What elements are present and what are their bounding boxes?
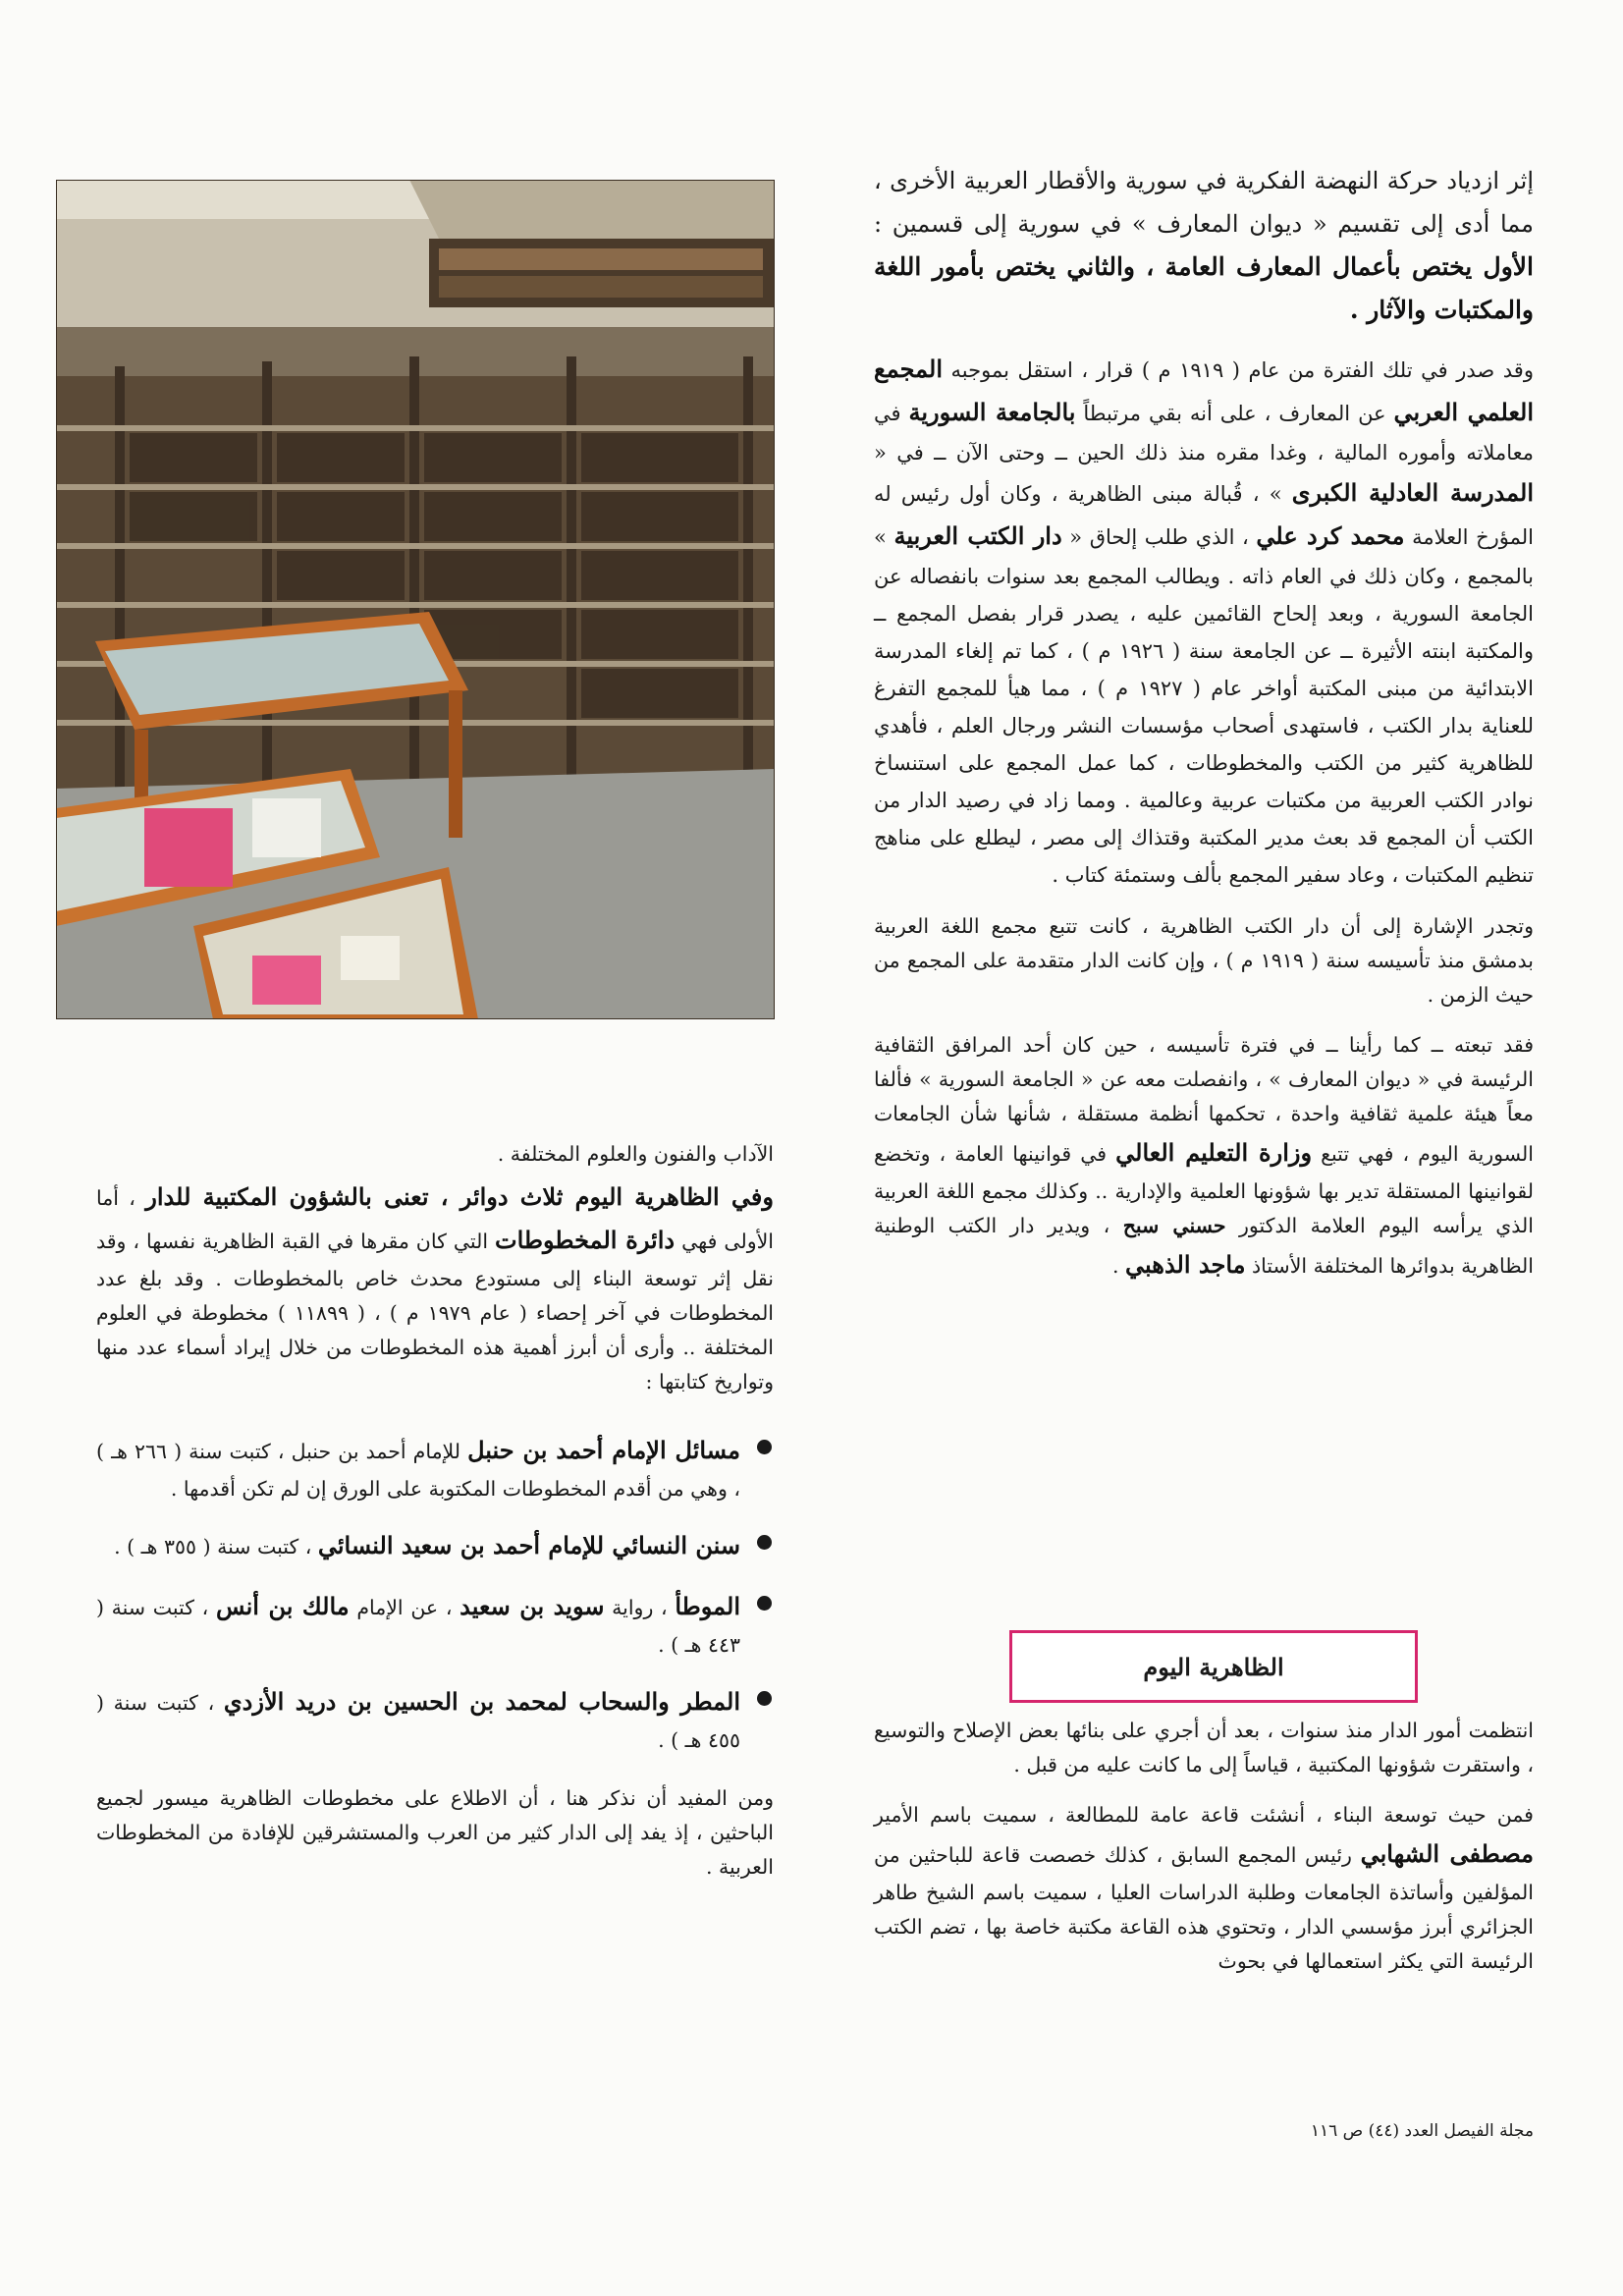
text: وقد صدر في تلك الفترة من عام ( ١٩١٩ م ) قرار ، استقل بموجبه <box>943 358 1534 382</box>
right-column <box>874 159 1534 1302</box>
right-paragraph-2 <box>874 348 1534 894</box>
page-footer <box>1239 2121 1534 2141</box>
library-photo-illustration <box>56 180 775 1019</box>
manuscript-item <box>96 1524 774 1567</box>
text: عن المعارف ، على أنه بقي مرتبطاً <box>1075 402 1394 425</box>
emphasis: وزارة التعليم العالي <box>1115 1138 1313 1167</box>
section-heading: الظاهرية اليوم <box>1143 1652 1284 1681</box>
library-photo <box>56 180 775 1019</box>
text: ، الذي طلب إلحاق « <box>1061 525 1257 549</box>
right-paragraph-6 <box>874 1798 1534 1979</box>
text: ، رواية <box>604 1596 676 1619</box>
manuscript-item <box>96 1585 774 1663</box>
emphasis: المجمع العلمي العربي <box>874 355 1535 426</box>
text: ، كتبت سنة ( ٤٥٥ هـ ) . <box>96 1691 740 1752</box>
emphasis: بالجامعة السورية <box>908 398 1076 426</box>
left-paragraph-2 <box>96 1175 774 1399</box>
emphasis: مالك بن أنس <box>215 1592 350 1620</box>
emphasis: المدرسة العادلية الكبرى <box>1291 478 1534 507</box>
text: رئيس المجمع السابق ، كذلك خصصت قاعة للباحثين من المؤلفين وأساتذة الجامعات وطلبة الدراسات العليا ، سميت باسم الشيخ طاهر الجزائري أبرز مؤسسي الدار ، وتحتوي هذه القاعة مكتبة خاصة بها ، تضم الكتب الرئيسة التي يكثر استعمالها في بحوث <box>874 1843 1534 1973</box>
text: فقد تبعته ــ كما رأينا ــ في فترة تأسيسه ، حين كان أحد المرافق الثقافية الرئيسة في « ديوان المعارف » ، وانفصلت معه عن « الجامعة السورية » فألفا معاً هيئة علمية ثقافية واحدة ، تحكمها أنظمة مستقلة ، شأنها شأن الجامعات السورية اليوم ، فهي تتبع <box>874 1033 1534 1166</box>
manuscript-item <box>96 1429 774 1506</box>
text: فمن حيث توسعة البناء ، أنشئت قاعة عامة للمطالعة ، سميت باسم الأمير <box>874 1803 1534 1827</box>
right-paragraph-4 <box>874 1028 1534 1286</box>
section-heading-box <box>1009 1630 1418 1703</box>
text: إثر ازدياد حركة النهضة الفكرية في سورية والأقطار العربية الأخرى ، مما أدى إلى تقسيم « ديوان المعارف » في سورية إلى قسمين : <box>874 167 1535 238</box>
text: في قوانينها العامة ، وتخضع لقوانينها المستقلة تدير بها شؤونها العلمية والإدارية .. وكذلك مجمع اللغة العربية الذي يرأسه اليوم العلامة الدكتور <box>874 1142 1534 1237</box>
text: ، أما الأولى فهي <box>96 1186 774 1253</box>
text: ، كتبت سنة ( ٤٤٣ هـ ) . <box>96 1596 740 1657</box>
right-paragraph-3: وتجدر الإشارة إلى أن دار الكتب الظاهرية ، كانت تتبع مجمع اللغة العربية بدمشق منذ تأسيسه سنة ( ١٩١٩ م ) ، وإن كانت الدار متقدمة على المجمع من حيث الزمن . <box>874 914 1534 1007</box>
text: » بالمجمع ، وكان ذلك في العام ذاته . ويطالب المجمع بعد سنوات بانفصاله عن الجامعة السورية ، وبعد إلحاح القائمين عليه ، يصدر قرار بفصل المجمع ــ والمكتبة ابنته الأثيرة ــ عن الجامعة سنة ( ١٩٢٦ م ) ، كما تم إلغاء المدرسة الابتدائية من مبنى المكتبة أواخر عام ( ١٩٢٧ م ) ، مما هيأ للمجمع التفرغ للعناية بدار الكتب ، فاستهدى أصحاب مؤسسات النشر ورجال العلم ، فأهدي للظاهرية كثير من الكتب والمخطوطات ، كما عمل المجمع على استنساخ نوادر الكتب العربية من مكتبات عربية وعالمية . ومما زاد في رصيد الدار من الكتب أن المجمع قد بعث مدير المكتبة وقتذاك إلى مصر ، ليطلع على مناهج تنظيم المكتبات ، وعاد سفير المجمع بألف وستمئة كتاب . <box>874 525 1534 887</box>
left-paragraph-3: ومن المفيد أن نذكر هنا ، أن الاطلاع على مخطوطات الظاهرية ميسور لجميع الباحثين ، إذ يفد إلى الدار كثير من العرب والمستشرقين للإفادة من المخطوطات العربية . <box>96 1786 774 1879</box>
text: للإمام أحمد بن حنبل ، كتبت سنة ( ٢٦٦ هـ ) ، وهي من أقدم المخطوطات المكتوبة على الورق إن لم تكن أقدمها . <box>96 1440 740 1501</box>
emphasis: الموطأ <box>675 1592 741 1620</box>
emphasis: حسني سبح <box>1122 1214 1226 1237</box>
text: ، ويدير دار الكتب الوطنية الظاهرية بدوائرها المختلفة الأستاذ <box>874 1214 1534 1278</box>
right-paragraph-5: انتظمت أمور الدار منذ سنوات ، بعد أن أجري على بنائها بعض الإصلاح والتوسيع ، واستقرت شؤونها المكتبية ، قياساً إلى ما كانت عليه من قبل . <box>874 1719 1534 1777</box>
text: ، عن الإمام <box>349 1596 460 1619</box>
emphasis: مسائل الإمام أحمد بن حنبل <box>467 1436 740 1464</box>
left-column <box>96 1137 774 1900</box>
emphasis: وفي الظاهرية اليوم ثلاث دوائر ، تعنى بالشؤون المكتبية للدار <box>145 1182 774 1211</box>
emphasis: مصطفى الشهابي <box>1360 1839 1535 1868</box>
text: التي كان مقرها في القبة الظاهرية نفسها ، وقد نقل إثر توسعة البناء إلى مستودع محدث خاص بالمخطوطات . وقد بلغ عدد المخطوطات في آخر إحصاء ( عام ١٩٧٩ م ) ، ( ١١٨٩٩ ) مخطوطة في العلوم المختلفة .. وأرى أن أبرز أهمية هذه المخطوطات من خلال إيراد أسماء عدد منها وتواريخ كتابتها : <box>96 1230 775 1394</box>
emphasis: سنن النسائي للإمام أحمد بن سعيد النسائي <box>317 1531 740 1559</box>
left-paragraph-1: الآداب والفنون والعلوم المختلفة . <box>497 1142 774 1166</box>
right-paragraph-1 <box>874 159 1534 332</box>
emphasis: محمد كرد علي <box>1256 521 1405 550</box>
emphasis: دار الكتب العربية <box>893 521 1062 550</box>
text: ، كتبت سنة ( ٣٥٥ هـ ) . <box>114 1535 318 1558</box>
emphasis: المطر والسحاب لمحمد بن الحسين بن دريد الأزدي <box>223 1687 740 1716</box>
text: في معاملاته وأموره المالية ، وغدا مقره منذ ذلك الحين ــ وحتى الآن ــ في « <box>874 402 1534 465</box>
manuscript-item <box>96 1680 774 1758</box>
footer-text: مجلة الفيصل العدد (٤٤) ص ١١٦ <box>1310 2121 1534 2141</box>
emphasis: الأول يختص بأعمال المعارف العامة ، والثاني يختص بأمور اللغة والمكتبات والآثار . <box>874 252 1534 324</box>
emphasis: ماجد الذهبي <box>1125 1250 1246 1279</box>
text: » ، قُبالة مبنى الظاهرية ، وكان أول رئيس له المؤرخ العلامة <box>874 482 1535 549</box>
text: . <box>1112 1254 1126 1278</box>
emphasis: دائرة المخطوطات <box>495 1226 676 1254</box>
emphasis: سويد بن سعيد <box>460 1592 605 1620</box>
right-column-bottom <box>874 1714 1534 1995</box>
